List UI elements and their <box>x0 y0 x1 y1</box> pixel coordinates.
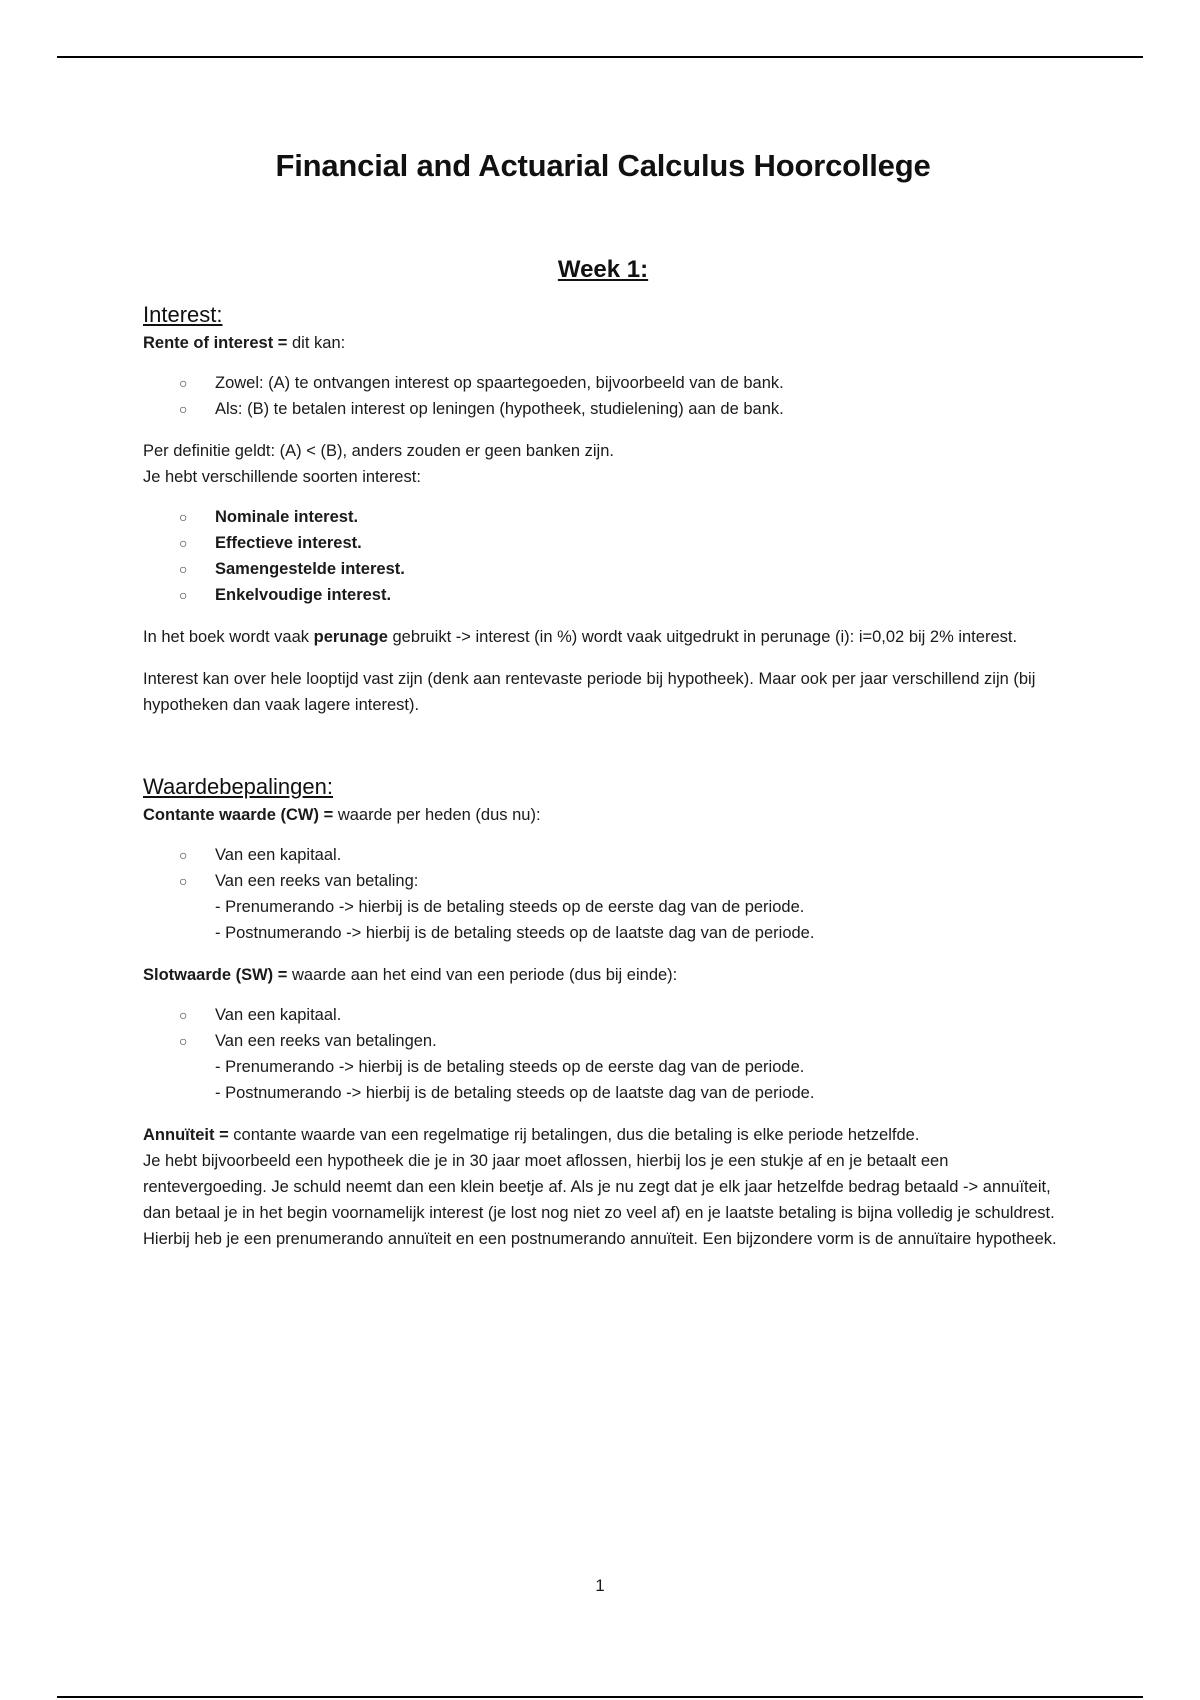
document-body <box>143 140 1063 1252</box>
interest-def-term: Rente of interest = <box>143 334 288 352</box>
list-item <box>179 530 1063 556</box>
list-item <box>179 868 1063 946</box>
circle-bullet-icon: ○ <box>179 535 188 551</box>
circle-bullet-icon: ○ <box>179 375 188 391</box>
perunage-pre: In het boek wordt vaak <box>143 628 314 646</box>
definition-paragraph <box>143 438 1063 490</box>
week-heading: Week 1: <box>557 256 649 283</box>
list-item <box>179 1028 1063 1106</box>
interest-types-list <box>143 504 1063 608</box>
annuiteit-term: Annuïteit = <box>143 1126 229 1144</box>
interest-list <box>143 370 1063 422</box>
sw-term: Slotwaarde (SW) = <box>143 966 288 984</box>
circle-bullet-icon: ○ <box>179 587 188 603</box>
list-item-text: Samengestelde interest. <box>215 560 405 578</box>
perunage-term: perunage <box>313 628 388 646</box>
header-rule <box>57 56 1143 58</box>
list-item-text: Als: (B) te betalen interest op leningen (hypotheek, studielening) aan de bank. <box>215 400 784 418</box>
circle-bullet-icon: ○ <box>179 1007 188 1023</box>
list-item-text: Effectieve interest. <box>215 534 362 552</box>
list-item-text: Zowel: (A) te ontvangen interest op spaartegoeden, bijvoorbeeld van de bank. <box>215 374 784 392</box>
list-item <box>179 842 1063 868</box>
waardebepalingen-heading: Waardebepalingen: <box>143 774 333 799</box>
cw-text: waarde per heden (dus nu): <box>333 806 541 824</box>
interest-definition <box>143 330 1063 356</box>
annuiteit-last: Hierbij heb je een prenumerando annuïteit en een postnumerando annuïteit. Een bijzondere vorm is de annuïtaire hypotheek. <box>143 1230 1057 1248</box>
circle-bullet-icon: ○ <box>179 1033 188 1049</box>
looptijd-paragraph: Interest kan over hele looptijd vast zijn (denk aan rentevaste periode bij hypotheek). Maar ook per jaar verschillend zijn (bij hypotheken dan vaak lagere interest). <box>143 670 1036 714</box>
annuiteit-text: contante waarde van een regelmatige rij betalingen, dus die betaling is elke periode hetzelfde. <box>228 1126 920 1144</box>
list-item <box>179 1002 1063 1028</box>
sw-list <box>143 1002 1063 1106</box>
list-item-text: Van een kapitaal. <box>215 1006 342 1024</box>
list-item-text: Van een reeks van betalingen. <box>215 1032 437 1050</box>
list-item <box>179 370 1063 396</box>
list-item-text: Van een reeks van betaling: <box>215 872 419 890</box>
circle-bullet-icon: ○ <box>179 509 188 525</box>
perunage-post: gebruikt -> interest (in %) wordt vaak uitgedrukt in perunage (i): i=0,02 bij 2% interest. <box>387 628 1018 646</box>
circle-bullet-icon: ○ <box>179 561 188 577</box>
perunage-paragraph <box>143 624 1063 650</box>
list-item-text: Nominale interest. <box>215 508 359 526</box>
sw-definition <box>143 962 1063 988</box>
list-item <box>179 582 1063 608</box>
annuiteit-paragraph <box>143 1122 1063 1252</box>
page-number: 1 <box>595 1576 605 1595</box>
interest-heading: Interest: <box>143 302 223 327</box>
footer-rule <box>57 1696 1143 1698</box>
sub-item: - Postnumerando -> hierbij is de betaling steeds op de laatste dag van de periode. <box>215 924 815 942</box>
document-title: Financial and Actuarial Calculus Hoorcollege <box>275 148 931 183</box>
cw-list <box>143 842 1063 946</box>
sub-item: - Prenumerando -> hierbij is de betaling steeds op de eerste dag van de periode. <box>215 898 805 916</box>
list-item <box>179 504 1063 530</box>
interest-def-text: dit kan: <box>287 334 346 352</box>
list-item-text: Enkelvoudige interest. <box>215 586 392 604</box>
annuiteit-example: Je hebt bijvoorbeeld een hypotheek die je in 30 jaar moet aflossen, hierbij los je een stukje af en je betaalt een rentevergoeding. Je schuld neemt dan een klein beetje af. Als je nu zegt dat je elk jaar hetzelfde bedrag betaald -> annuïteit, dan betaal je in het begin voornamelijk interest (je lost nog niet zo veel af) en je laatste betaling is bijna volledig je schuldrest. <box>143 1152 1055 1222</box>
circle-bullet-icon: ○ <box>179 847 188 863</box>
list-item <box>179 556 1063 582</box>
sub-item: - Prenumerando -> hierbij is de betaling steeds op de eerste dag van de periode. <box>215 1058 805 1076</box>
definition-line: Per definitie geldt: (A) < (B), anders zouden er geen banken zijn. <box>143 442 614 460</box>
circle-bullet-icon: ○ <box>179 401 188 417</box>
cw-term: Contante waarde (CW) = <box>143 806 334 824</box>
list-item-text: Van een kapitaal. <box>215 846 342 864</box>
types-intro-line: Je hebt verschillende soorten interest: <box>143 468 421 486</box>
sub-item: - Postnumerando -> hierbij is de betaling steeds op de laatste dag van de periode. <box>215 1084 815 1102</box>
cw-definition <box>143 802 1063 828</box>
circle-bullet-icon: ○ <box>179 873 188 889</box>
sw-text: waarde aan het eind van een periode (dus bij einde): <box>287 966 678 984</box>
list-item <box>179 396 1063 422</box>
